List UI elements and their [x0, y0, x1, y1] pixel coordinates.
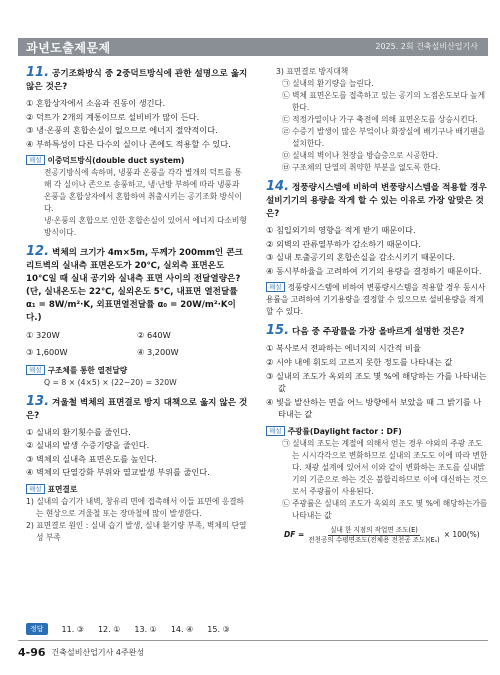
explanation-tag: 해설 [266, 282, 285, 292]
daylight-factor-formula: DF = $\frac{\text{실내 한 지점의 작업면 조도(E)}}{\text{전천공의 수평면조도(전체용 전천공 조도)(Eₛ)}}$ × 100(%) [284, 525, 480, 544]
book-title: 건축설비산업기사 4주완성 [51, 648, 145, 657]
option[interactable]: ① 320W [26, 330, 60, 341]
explanation: 해설 정풍량시스템에 비하여 변풍량시스템을 적용할 경우 동시사용률을 고려하여 기기용량을 결정할 수 있으므로 설비용량을 적게 할 수 있다. [266, 283, 486, 317]
question-13 [26, 395, 248, 544]
question-number: 11. [26, 65, 50, 80]
question-number: 13. [26, 393, 50, 409]
explanation: 해설 표면결로 1) 실내의 습기가 내벽, 창유리 면에 접촉해서 이들 표면에 응결하는 현상으로 겨울철 또는 장마철에 많이 발생한다. 2) 표면결로 원인 : 실내 습기 발생, 실내 환기량 부족, 벽체의 단열성 부족 [26, 484, 247, 542]
left-column [26, 66, 248, 550]
explanation-subtitle: 3) 표면결로 방지대책 [276, 67, 349, 76]
question-number: 12. [26, 244, 50, 260]
page-header [0, 0, 500, 56]
option[interactable]: ① 혼합상자에서 소음과 진동이 생긴다. [26, 98, 166, 108]
question-11 [26, 66, 248, 239]
formula: Q = 8 × (4×5) × (22−20) = 320W [44, 377, 177, 387]
explanation-tag: 해설 [266, 426, 285, 436]
explanation: 해설 이중덕트방식(double duct system) 전공기방식에 속하며, 냉풍과 온풍을 각각 별개의 덕트를 통해 각 실이나 존으로 송풍하고, 냉·난방 부하에 따라 냉풍과 온풍을 혼합상자에서 혼합하여 취출시키는 공기조화 방식이다. 냉·온풍의 혼합으로 인한 혼합손실이 있어서 에너지 다소비형 방식이다. [26, 155, 248, 239]
divider [18, 640, 488, 641]
question-14 [266, 180, 488, 318]
option[interactable]: ④ 동시부하율을 고려하여 기기의 용량을 결정하기 때문이다. [266, 265, 482, 276]
question-12 [26, 245, 248, 388]
answer-tag: 정답 [26, 623, 48, 635]
answer-key [26, 622, 486, 636]
option[interactable]: ④ 빛을 발산하는 면을 어느 방향에서 보았을 때 그 밝기를 나타내는 값 [266, 396, 482, 420]
answer-item: 15. ③ [207, 624, 230, 634]
explanation-title: 구조체를 통한 열전달량 [47, 365, 128, 375]
explanation-title: 표면결로 [47, 484, 78, 494]
option[interactable]: ② 덕트가 2개의 계통이므로 설비비가 많이 든다. [26, 111, 200, 122]
option[interactable]: ① 복사로서 전파하는 에너지의 시간적 비율 [266, 343, 421, 354]
option[interactable]: ④ 벽체의 단열강화 부위와 열교발생 부위를 줄인다. [26, 467, 210, 478]
header-title: 과년도출제문제 [26, 41, 111, 55]
options-grid [26, 328, 248, 359]
question-15 [266, 324, 488, 545]
option[interactable]: ② 640W [137, 330, 171, 341]
question-number: 15. [266, 323, 290, 339]
option[interactable]: ③ 실내 토출공기의 혼합손실을 감소시키기 때문이다. [266, 252, 456, 263]
option[interactable]: ② 실내의 발생 수증기량을 줄인다. [26, 440, 150, 451]
answer-item: 11. ③ [61, 624, 84, 634]
explanation-continued: 3) 표면결로 방지대책 ㉠ 실내의 환기량을 늘린다. ㉡ 벽체 표면온도를 접촉하고 있는 공기의 노점온도보다 높게 한다. ㉢ 적정가열이나 가구 축전에 의해 표면온도를 상승시킨다. ㉣ 수증기 발생이 많은 부엌이나 화장실에 배기구나 배기팬을 설치한다. ㉤ 실내의 벽이나 천장을 방습층으로 시공한다. ㉥ 구조체의 단열의 취약한 부분을 없도록 한다. [266, 66, 488, 174]
explanation-title: 이중덕트방식(double duct system) [47, 156, 185, 166]
option[interactable]: ④ 3,200W [137, 346, 179, 357]
option[interactable]: ③ 냉·온풍의 혼합손실이 없으므로 에너지 절약적이다. [26, 125, 218, 136]
question-text: 다음 중 주광률을 가장 올바르게 설명한 것은? [292, 327, 465, 338]
explanation-tag: 해설 [26, 155, 45, 165]
option[interactable]: ① 실내의 환기횟수를 줄인다. [26, 426, 131, 437]
option[interactable]: ① 침입외기의 영향을 적게 받기 때문이다. [266, 225, 416, 235]
explanation-tag: 해설 [26, 365, 45, 375]
option[interactable]: ② 시야 내에 휘도의 고르지 못한 정도를 나타내는 값 [266, 356, 453, 367]
explanation [26, 365, 248, 389]
option[interactable]: ③ 벽체의 실내측 표면온도를 높인다. [26, 453, 158, 464]
page-footer [18, 646, 144, 659]
explanation: 해설 주광률(Daylight factor : DF) ㉠ 실내의 조도는 계절에 의해서 얻는 경우 야외의 주광 조도는 시시각각으로 변화하므로 실내의 조도도 이에 따라 변한다. 채광 설계에 있어서 이와 같이 변화하는 조도를 실내밝기의 기준으로 하는 것은 불합리하므로 이에 대신하는 것으로서 주광률이 사용된다. ㉡ 주광률은 실내의 조도가 옥외의 조도 몇 %에 해당하는가를 나타내는 값 DF = $\frac{\text{실내 한 지점의 작업면 조도(E)}}{\text{전천공의 수평면조도(전체용 전천공 조도)(Eₛ)}}$ × 100(%) [266, 426, 488, 545]
right-column [266, 66, 488, 551]
explanation-tag: 해설 [26, 484, 45, 494]
question-number: 14. [266, 179, 290, 194]
explanation-title: 주광률(Daylight factor : DF) [287, 426, 402, 436]
question-text: 정풍량시스템에 비하여 변풍량시스템을 적용할 경우 설비기기의 용량을 작게 할 수 있는 이유로 가장 알맞은 것은? [266, 183, 487, 219]
header-subtitle: 2025. 2회 건축설비산업기사 [375, 42, 478, 51]
question-text: 겨울철 벽체의 표면결로 방지 대책으로 옳지 않은 것은? [26, 397, 248, 421]
question-text: 공기조화방식 중 2중덕트방식에 관한 설명으로 옳지 않은 것은? [26, 69, 248, 92]
answer-item: 12. ① [97, 624, 121, 634]
option[interactable]: ③ 실내의 조도가 옥외의 조도 몇 %에 해당하는 가를 나타내는 값 [266, 370, 487, 394]
answer-item: 13. ① [134, 624, 157, 634]
option[interactable]: ② 외벽의 관류열부하가 감소하기 때문이다. [266, 238, 421, 249]
question-text: 벽체의 크기가 4m×5m, 두께가 200mm인 콘크리트벽의 실내측 표면온도가 20℃, 실외측 표면온도 10℃일 때 실내 공기와 실내측 표면 사이의 전달열량은? (단, 실내온도는 22℃, 실외온도 5℃, 내표면 열전달률 α₁ = 8W/m²·K, 외표면열전달률 α₀ = 20W/m²·K이다.) [26, 248, 243, 324]
answer-item: 14. ④ [170, 624, 194, 634]
option[interactable]: ④ 부하특성이 다른 다수의 실이나 존에도 적용할 수 있다. [26, 138, 231, 149]
page-number: 4-96 [18, 646, 46, 659]
option[interactable]: ③ 1,600W [26, 346, 68, 357]
